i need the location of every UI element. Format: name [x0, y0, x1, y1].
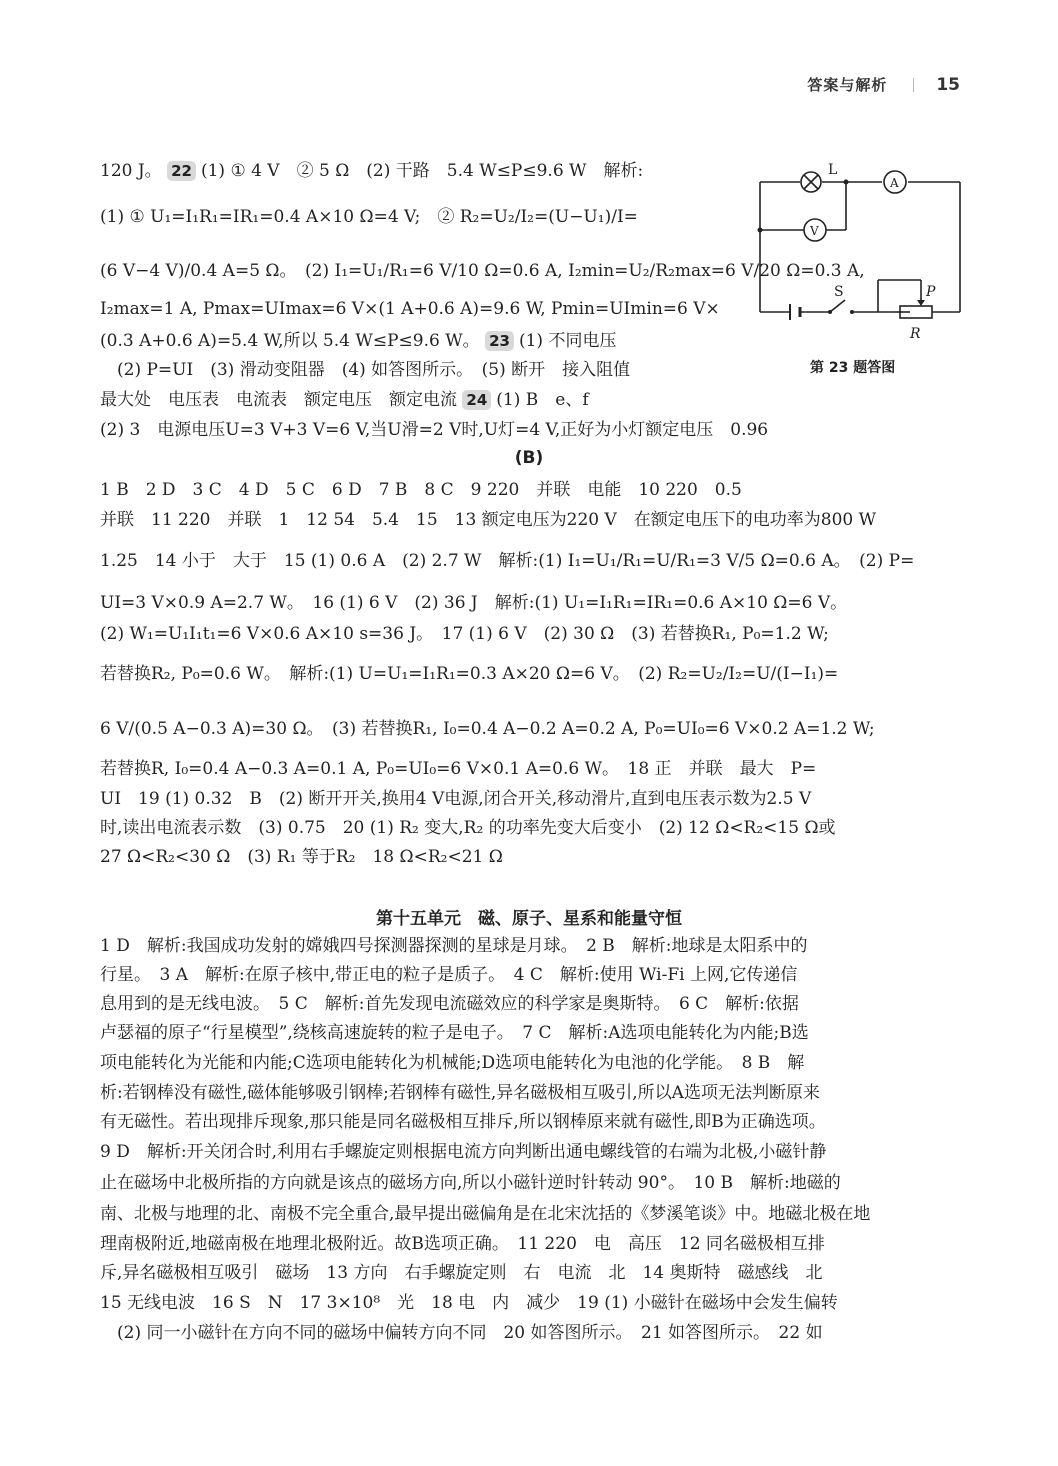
text-line: 项电能转化为光能和内能;C选项电能转化为机械能;D选项电能转化为电池的化学能。 8 B 解: [100, 1053, 805, 1073]
text-line: 27 Ω<R₂<30 Ω (3) R₁ 等于R₂ 18 Ω<R₂<21 Ω: [100, 847, 503, 867]
text-line: (1) ① U₁=I₁R₁=IR₁=0.4 A×10 Ω=4 V; ② R₂=U₂/I₂=(U−U₁)/I=: [100, 207, 638, 227]
label-L: L: [828, 162, 838, 178]
label-V: V: [810, 224, 819, 238]
text-line: 1.25 14 小于 大于 15 (1) 0.6 A (2) 2.7 W 解析:(1) I₁=U₁/R₁=U/R₁=3 V/5 Ω=0.6 A。 (2) P=: [100, 551, 915, 571]
circuit-diagram: [750, 160, 970, 350]
figure-caption: 第 23 题答图: [810, 360, 896, 376]
text-line: 6 V/(0.5 A−0.3 A)=30 Ω。 (3) 若替换R₁, I₀=0.4 A−0.2 A=0.2 A, P₀=UI₀=6 V×0.2 A=1.2 W;: [100, 719, 875, 739]
text-line: 9 D 解析:开关闭合时,利用右手螺旋定则根据电流方向判断出通电螺线管的右端为北极,小磁针静: [100, 1142, 827, 1162]
label-P: P: [926, 284, 936, 300]
section-b-heading: (B): [514, 448, 544, 468]
text-line: (2) W₁=U₁I₁t₁=6 V×0.6 A×10 s=36 J。 17 (1) 6 V (2) 30 Ω (3) 若替换R₁, P₀=1.2 W;: [100, 624, 829, 644]
page-header: [807, 74, 960, 95]
text-line: 若替换R, I₀=0.4 A−0.3 A=0.1 A, P₀=UI₀=6 V×0.1 A=0.6 W。 18 正 并联 最大 P=: [100, 759, 817, 779]
text-line: 1 D 解析:我国成功发射的嫦娥四号探测器探测的星球是月球。 2 B 解析:地球是太阳系中的: [100, 936, 808, 956]
text-line: 时,读出电流表示数 (3) 0.75 20 (1) R₂ 变大,R₂ 的功率先变大后变小 (2) 12 Ω<R₂<15 Ω或: [100, 818, 836, 838]
page-number: 15: [936, 74, 960, 95]
text-line: (2) 3 电源电压U=3 V+3 V=6 V,当U滑=2 V时,U灯=4 V,正好为小灯额定电压 0.96: [100, 420, 769, 440]
text-line: 若替换R₂, P₀=0.6 W。 解析:(1) U=U₁=I₁R₁=0.3 A×20 Ω=6 V。 (2) R₂=U₂/I₂=U/(I−I₁)=: [100, 664, 839, 684]
text-line: 1 B 2 D 3 C 4 D 5 C 6 D 7 B 8 C 9 220 并联 电能 10 220 0.5: [100, 480, 742, 500]
text-line: 止在磁场中北极所指的方向就是该点的磁场方向,所以小磁针逆时针转动 90°。 10 B 解析:地磁的: [100, 1173, 841, 1193]
text-line: (2) 同一小磁针在方向不同的磁场中偏转方向不同 20 如答图所示。 21 如答图所示。 22 如: [100, 1323, 823, 1343]
text-line: 斥,异名磁极相互吸引 磁场 13 方向 右手螺旋定则 右 电流 北 14 奥斯特 磁感线 北: [100, 1263, 823, 1283]
unit-15-heading: 第十五单元 磁、原子、星系和能量守恒: [376, 909, 682, 929]
label-S: S: [834, 284, 844, 300]
text-line: 息用到的是无线电波。 5 C 解析:首先发现电流磁效应的科学家是奥斯特。 6 C 解析:依据: [100, 994, 799, 1014]
text-line: UI=3 V×0.9 A=2.7 W。 16 (1) 6 V (2) 36 J 解析:(1) U₁=I₁R₁=IR₁=0.6 A×10 Ω=6 V。: [100, 593, 848, 613]
text-line: 并联 11 220 并联 1 12 54 5.4 15 13 额定电压为220 V 在额定电压下的电功率为800 W: [100, 510, 877, 530]
text-line: 卢瑟福的原子“行星模型”,绕核高速旋转的粒子是电子。 7 C 解析:A选项电能转化为内能;B选: [100, 1023, 809, 1043]
text-line: 行星。 3 A 解析:在原子核中,带正电的粒子是质子。 4 C 解析:使用 Wi-Fi 上网,它传递信: [100, 965, 798, 985]
text-line: UI 19 (1) 0.32 B (2) 断开开关,换用4 V电源,闭合开关,移动滑片,直到电压表示数为2.5 V: [100, 789, 812, 809]
text-line: 理南极附近,地磁南极在地理北极附近。故B选项正确。 11 220 电 高压 12 同名磁极相互排: [100, 1234, 825, 1254]
label-R: R: [910, 326, 921, 342]
header-divider: [913, 78, 914, 92]
text-line: 有无磁性。若出现排斥现象,那只能是同名磁极相互排斥,所以钢棒原来就有磁性,即B为正确选项。: [100, 1112, 826, 1132]
text-line: (0.3 A+0.6 A)=5.4 W,所以 5.4 W≤P≤9.6 W。 23 (1) 不同电压: [100, 331, 617, 351]
text-line: 15 无线电波 16 S N 17 3×10⁸ 光 18 电 内 减少 19 (1) 小磁针在磁场中会发生偏转: [100, 1293, 838, 1313]
text-line: 析:若钢棒没有磁性,磁体能够吸引钢棒;若钢棒有磁性,异名磁极相互吸引,所以A选项无法判断原来: [100, 1083, 820, 1103]
text-line: (6 V−4 V)/0.4 A=5 Ω。 (2) I₁=U₁/R₁=6 V/10 Ω=0.6 A, I₂min=U₂/R₂max=6 V/20 Ω=0.3 A,: [100, 261, 865, 281]
header-title: 答案与解析: [807, 76, 888, 94]
text-line: 最大处 电压表 电流表 额定电压 额定电流 24 (1) B e、f: [100, 390, 589, 410]
text-line: I₂max=1 A, Pmax=UImax=6 V×(1 A+0.6 A)=9.6 W, Pmin=UImin=6 V×: [100, 299, 720, 319]
text-line: 南、北极与地理的北、南极不完全重合,最早提出磁偏角是在北宋沈括的《梦溪笔谈》中。地磁北极在地: [100, 1204, 871, 1224]
label-A: A: [890, 176, 899, 190]
text-line: 120 J。 22 (1) ① 4 V ② 5 Ω (2) 干路 5.4 W≤P≤9.6 W 解析:: [100, 161, 644, 181]
text-line: (2) P=UI (3) 滑动变阻器 (4) 如答图所示。 (5) 断开 接入阻值: [100, 360, 631, 380]
